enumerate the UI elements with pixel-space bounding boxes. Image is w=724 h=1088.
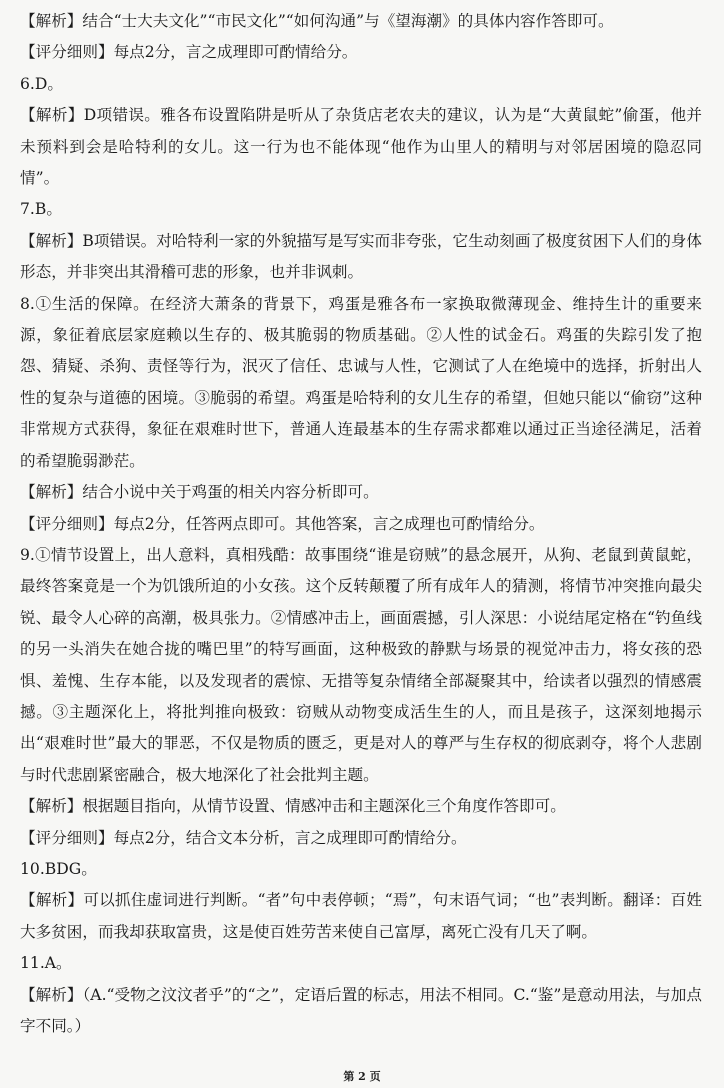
answer-6: 6.D。 bbox=[20, 74, 63, 93]
answer-7: 7.B。 bbox=[20, 200, 62, 219]
scoring-q5: 【评分细则】每点2分，言之成理即可酌情给分。 bbox=[20, 43, 358, 62]
analysis-q11: 【解析】（A.“受物之汶汶者乎”的“之”，定语后置的标志，用法不相同。C.“鉴”是意动用法，与加点字不同。） bbox=[20, 985, 702, 1035]
page-number: 第 2 页 bbox=[343, 1070, 381, 1083]
answer-11: 11.A。 bbox=[20, 954, 72, 973]
answer-10: 10.BDG。 bbox=[20, 859, 97, 878]
analysis-q9: 【解析】根据题目指向，从情节设置、情感冲击和主题深化三个角度作答即可。 bbox=[20, 797, 566, 816]
analysis-q10: 【解析】可以抓住虚词进行判断。“者”句中表停顿；“焉”，句末语气词；“也”表判断。翻译：百姓大多贫困，而我却获取富贵，这是使百姓劳苦来使自己富厚，离死亡没有几天了啊。 bbox=[20, 891, 702, 941]
answer-9: 9.①情节设置上，出人意料，真相残酷：故事围绕“谁是窃贼”的悬念展开，从狗、老鼠到黄鼠蛇，最终答案竟是一个为饥饿所迫的小女孩。这个反转颠覆了所有成年人的猜测，将情节冲突推向最尖锐、最令人心碎的高潮，极具张力。②情感冲击上，画面震撼，引人深思：小说结尾定格在“钓鱼线的另一头消失在她合拢的嘴巴里”的特写画面，这种极致的静默与场景的视觉冲击力，将女孩的恐惧、羞愧、生存本能，以及发现者的震惊、无措等复杂情绪全部凝聚其中，给读者以强烈的情感震撼。③主题深化上，将批判推向极致：窃贼从动物变成活生生的人，而且是孩子，这深刻地揭示出“艰难时世”最大的罪恶，不仅是物质的匮乏，更是对人的尊严与生存权的彻底剥夺，将个人悲剧与时代悲剧紧密融合，极大地深化了社会批判主题。 bbox=[20, 545, 702, 784]
scoring-q8: 【评分细则】每点2分，任答两点即可。其他答案，言之成理也可酌情给分。 bbox=[20, 514, 545, 533]
analysis-q8: 【解析】结合小说中关于鸡蛋的相关内容分析即可。 bbox=[20, 483, 379, 502]
analysis-q5: 【解析】结合“士大夫文化”“市民文化”“如何沟通”与《望海潮》的具体内容作答即可。 bbox=[20, 12, 614, 30]
answer-8: 8.①生活的保障。在经济大萧条的背景下，鸡蛋是雅各布一家换取微薄现金、维持生计的重要来源，象征着底层家庭赖以生存的、极其脆弱的物质基础。②人性的试金石。鸡蛋的失踪引发了抱怨、猜疑、杀狗、责怪等行为，泯灭了信任、忠诚与人性，它测试了人在绝境中的选择，折射出人性的复杂与道德的困境。③脆弱的希望。鸡蛋是哈特利的女儿生存的希望，但她只能以“偷窃”这种非常规方式获得，象征在艰难时世下，普通人连最基本的生存需求都难以通过正当途径满足，活着的希望脆弱渺茫。 bbox=[20, 294, 702, 470]
analysis-q6: 【解析】D项错误。雅各布设置陷阱是听从了杂货店老农夫的建议，认为是“大黄鼠蛇”偷蛋，他并未预料到会是哈特利的女儿。这一行为也不能体现“他作为山里人的精明与对邻居困境的隐忍同情”。 bbox=[20, 106, 702, 188]
analysis-q7: 【解析】B项错误。对哈特利一家的外貌描写是写实而非夸张，它生动刻画了极度贫困下人们的身体形态，并非突出其滑稽可悲的形象，也并非讽刺。 bbox=[20, 231, 702, 282]
scoring-q9: 【评分细则】每点2分，结合文本分析，言之成理即可酌情给分。 bbox=[20, 828, 467, 847]
